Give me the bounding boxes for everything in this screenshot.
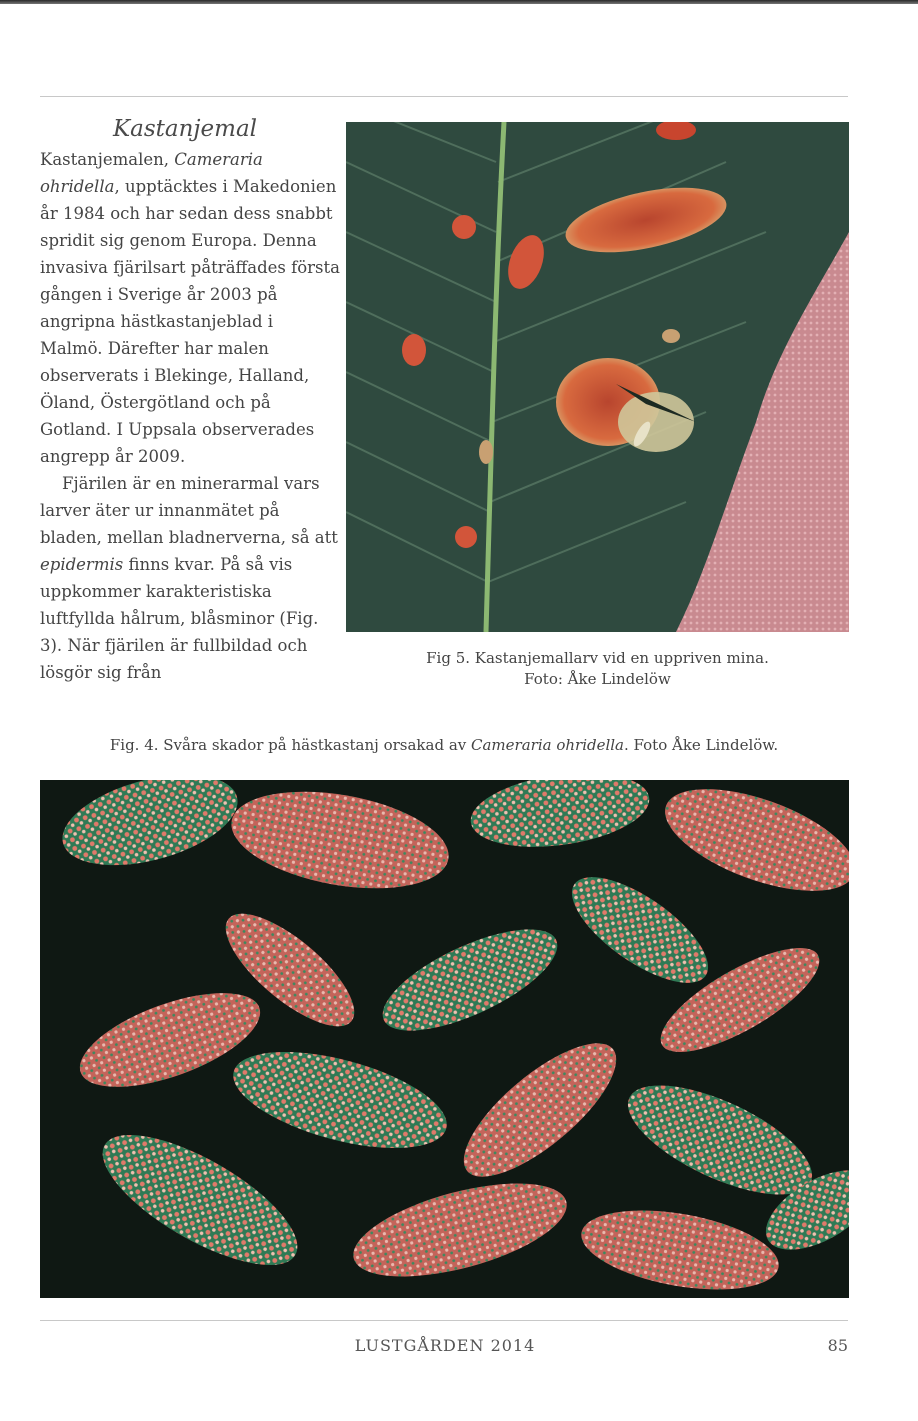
paragraph-2-rest: finns kvar. På så vis uppkommer karakteristiska luftfyllda hålrum, blåsminor (Fig. 3). När fjärilen är fullbildad och lösgör sig från: [40, 555, 319, 682]
paragraph-1: [40, 146, 340, 470]
article-heading: Kastanjemal: [112, 116, 258, 142]
figure-5-photo-credit: Foto: Åke Lindelöw: [524, 670, 671, 688]
figure-4-species: Cameraria ohridella: [471, 736, 625, 754]
paragraph-1-lead: Kastanjemalen,: [40, 150, 175, 169]
leaf-mine-illustration: [346, 122, 849, 632]
article-body: [40, 146, 340, 686]
paragraph-2: [40, 470, 340, 686]
figure-4-caption-rest: . Foto Åke Lindelöw.: [624, 736, 779, 754]
damaged-foliage-illustration: [40, 780, 849, 1298]
epidermis-term: epidermis: [40, 555, 124, 574]
journal-footer: LUSTGÅRDEN 2014: [354, 1336, 536, 1355]
figure-4-caption-lead: Fig. 4. Svåra skador på hästkastanj orsakad av: [109, 736, 472, 754]
page-number: 85: [827, 1336, 848, 1355]
paragraph-1-rest: , upptäcktes i Makedonien år 1984 och har sedan dess snabbt spridit sig genom Europa. Denna invasiva fjärilsart påträffades första gången i Sverige år 2003 på angripna hästkastanjeblad i Malmö. Därefter har malen observerats i Blekinge, Halland, Öland, Östergötland och på Gotland. I Uppsala observerades angrepp år 2009.: [40, 177, 340, 466]
figure-5-caption-line-1: Fig 5. Kastanjemallarv vid en uppriven mina.: [426, 649, 769, 667]
figure-4-caption: [40, 736, 848, 754]
top-rule: [40, 96, 848, 97]
page-top-edge: [0, 0, 918, 4]
figure-4-photo: [40, 780, 849, 1298]
bottom-rule: [40, 1320, 848, 1321]
figure-5-photo: [346, 122, 849, 632]
figure-5-caption: [346, 648, 849, 690]
species-name: Cameraria ohridella: [40, 150, 263, 196]
paragraph-2-lead: Fjärilen är en minerarmal vars larver äter ur innanmätet på bladen, mellan bladnerverna, så att: [40, 474, 338, 547]
